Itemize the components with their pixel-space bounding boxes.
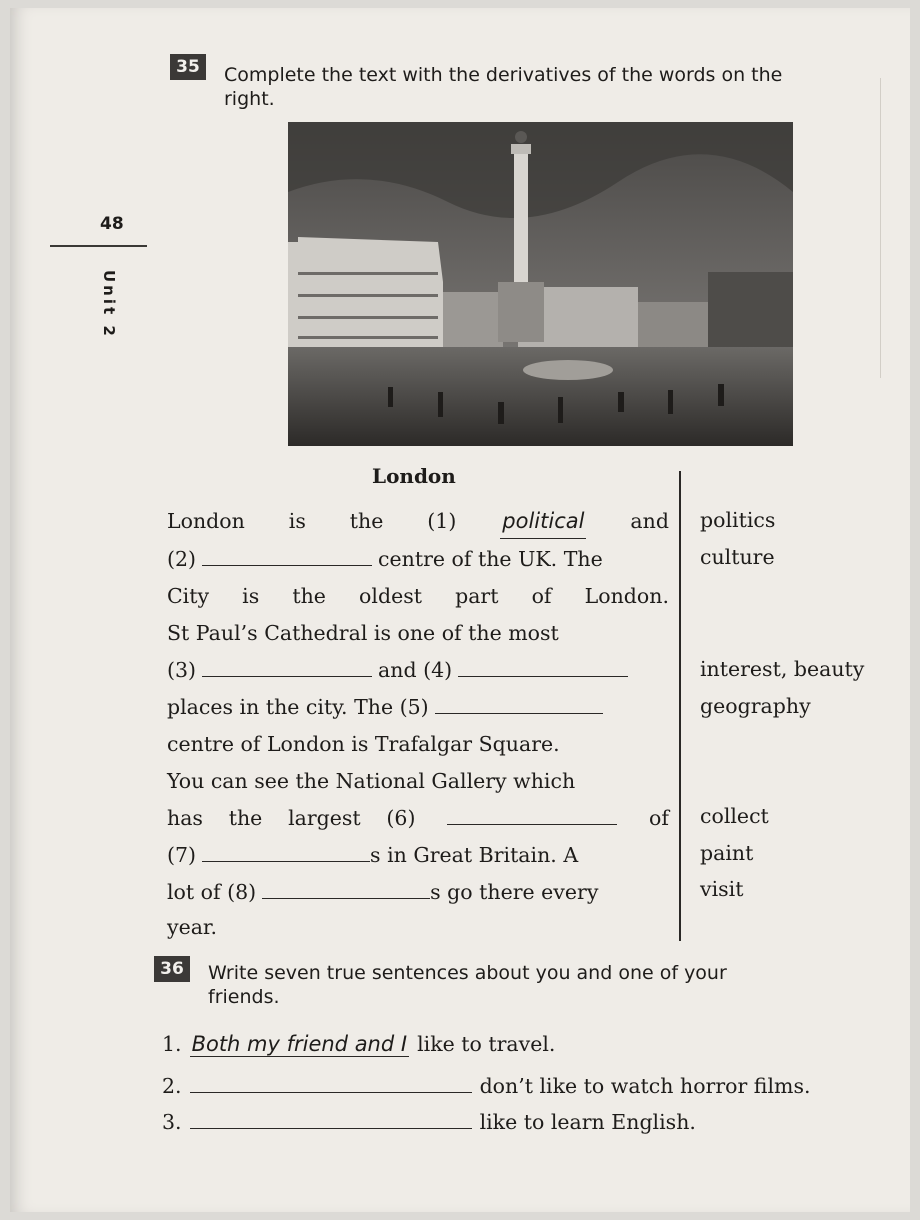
text-line xyxy=(167,727,669,761)
text-word: part xyxy=(455,584,499,608)
text-word: of xyxy=(649,806,669,830)
text-line xyxy=(167,504,669,538)
text-word: the xyxy=(349,509,384,533)
text-segment: centre of London is Trafalgar Square. xyxy=(167,732,560,756)
text-segment: (7) xyxy=(167,843,197,867)
handwritten-answer-1: political xyxy=(500,504,586,539)
text-word: City xyxy=(167,584,210,608)
exercise-35-instruction-line1: Complete the text with the derivatives of the words on the xyxy=(224,64,783,86)
exercise-35-instruction-line2: right. xyxy=(224,88,275,110)
exercise-36-instruction-line1: Write seven true sentences about you and one of your xyxy=(208,962,727,984)
sentence-3 xyxy=(162,1110,696,1134)
text-word: of xyxy=(531,584,552,608)
text-word: (6) xyxy=(386,806,416,830)
text-segment: St Paul’s Cathedral is one of the most xyxy=(167,621,559,645)
unit-label: Unit 2 xyxy=(100,270,118,339)
column-divider xyxy=(679,471,681,941)
text-word: London xyxy=(167,509,245,533)
sentence-number: 3. xyxy=(162,1110,182,1134)
text-segment: year. xyxy=(167,915,217,939)
article-title: London xyxy=(372,464,456,488)
exercise-35-badge: 35 xyxy=(170,54,206,80)
sentence-2 xyxy=(162,1074,811,1098)
text-line xyxy=(167,875,669,909)
sentence-1 xyxy=(162,1032,555,1057)
text-segment: (2) xyxy=(167,547,197,571)
text-word: oldest xyxy=(359,584,422,608)
exercise-36-instruction-line2: friends. xyxy=(208,986,280,1008)
text-segment: lot of (8) xyxy=(167,880,257,904)
answer-blank-2[interactable] xyxy=(202,547,372,566)
workbook-page xyxy=(10,8,910,1212)
margin-rule xyxy=(50,245,147,247)
source-word: visit xyxy=(700,877,744,901)
text-line xyxy=(167,910,669,944)
text-line xyxy=(167,653,669,687)
text-word: largest xyxy=(288,806,361,830)
text-line xyxy=(167,801,669,835)
answer-blank-4[interactable] xyxy=(458,658,628,677)
source-word: geography xyxy=(700,694,811,718)
sentence-blank-2[interactable] xyxy=(190,1074,472,1093)
text-segment: s in Great Britain. A xyxy=(370,843,579,867)
text-word: is xyxy=(288,509,306,533)
exercise-36-badge: 36 xyxy=(154,956,190,982)
source-word: interest, beauty xyxy=(700,657,865,681)
text-segment: places in the city. The (5) xyxy=(167,695,429,719)
sentence-text: don’t like to watch horror films. xyxy=(479,1074,811,1098)
text-segment: centre of the UK. The xyxy=(378,547,603,571)
text-line xyxy=(167,764,669,798)
answer-blank-6[interactable] xyxy=(447,806,617,825)
text-word: is xyxy=(242,584,260,608)
text-line xyxy=(167,542,669,576)
answer-blank-5[interactable] xyxy=(435,695,603,714)
text-segment: s go there every xyxy=(430,880,599,904)
answer-blank-8[interactable] xyxy=(262,880,430,899)
source-word: politics xyxy=(700,508,776,532)
text-word: and xyxy=(630,509,669,533)
sentence-text: like to travel. xyxy=(417,1032,556,1056)
text-segment: (3) xyxy=(167,658,197,682)
sentence-number: 2. xyxy=(162,1074,182,1098)
source-word: collect xyxy=(700,804,769,828)
page-number: 48 xyxy=(100,214,124,234)
text-line xyxy=(167,579,669,613)
text-segment: You can see the National Gallery which xyxy=(167,769,576,793)
sentence-blank-3[interactable] xyxy=(190,1110,472,1129)
text-word: has xyxy=(167,806,203,830)
text-line xyxy=(167,838,669,872)
answer-blank-7[interactable] xyxy=(202,843,370,862)
sentence-number: 1. xyxy=(162,1032,182,1056)
text-segment: and (4) xyxy=(378,658,453,682)
text-word: the xyxy=(292,584,326,608)
trafalgar-square-photo xyxy=(288,122,793,446)
text-word: London. xyxy=(584,584,669,608)
text-word: (1) xyxy=(427,509,457,533)
text-word: the xyxy=(228,806,263,830)
source-word: culture xyxy=(700,545,775,569)
sentence-text: like to learn English. xyxy=(479,1110,696,1134)
text-line xyxy=(167,690,669,724)
source-word: paint xyxy=(700,841,754,865)
text-line xyxy=(167,616,669,650)
handwritten-sentence-answer: Both my friend and I xyxy=(191,1032,408,1056)
answer-blank-3[interactable] xyxy=(202,658,372,677)
